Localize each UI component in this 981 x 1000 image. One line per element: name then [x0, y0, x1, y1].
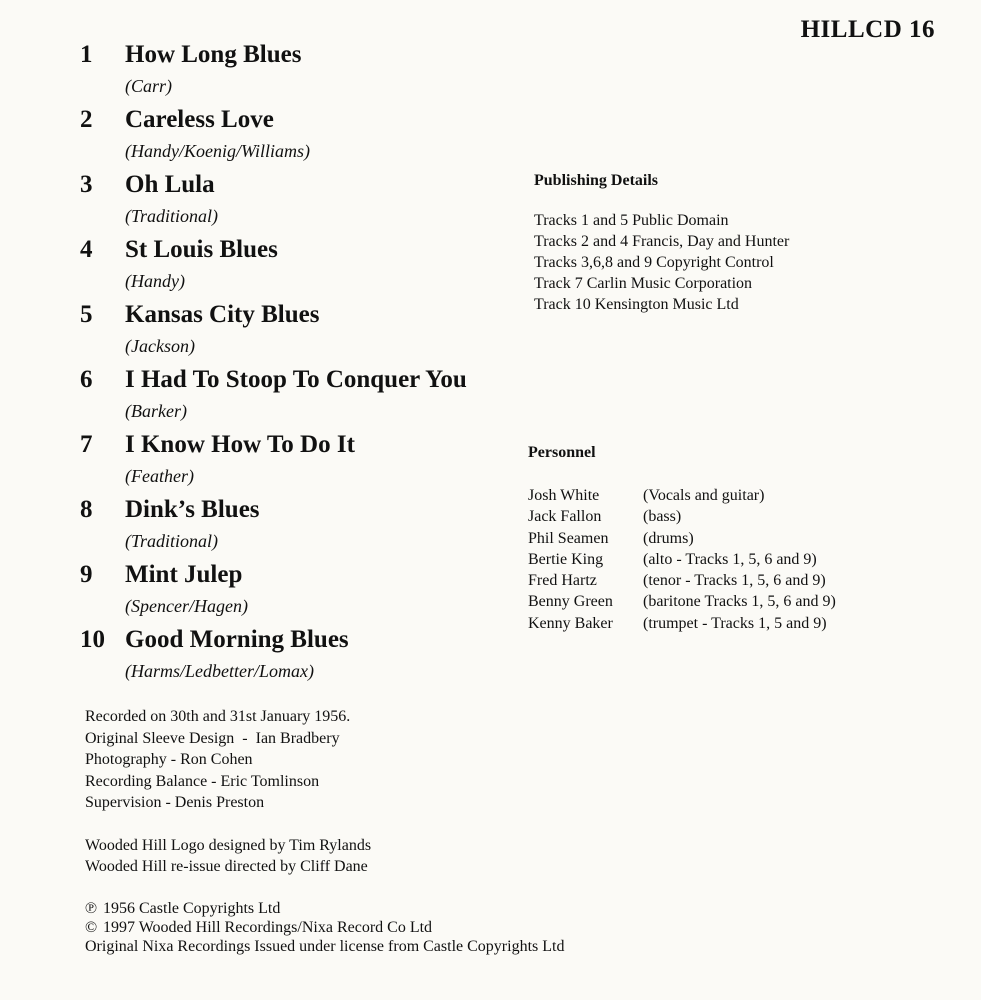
spacer	[85, 878, 564, 899]
track-number: 9	[80, 561, 93, 588]
track-item	[80, 103, 640, 168]
personnel-row	[528, 485, 928, 506]
track-title: Mint Julep	[125, 561, 243, 588]
publishing-line: Tracks 1 and 5 Public Domain	[534, 212, 729, 229]
personnel-name: Bertie King	[528, 550, 604, 568]
copyright-line	[85, 899, 564, 918]
personnel-role: (tenor - Tracks 1, 5, 6 and 9)	[643, 572, 826, 590]
publishing-line: Tracks 2 and 4 Francis, Day and Hunter	[534, 233, 790, 250]
track-number: 5	[80, 301, 93, 328]
personnel-role: (Vocals and guitar)	[643, 487, 765, 504]
track-composer: (Jackson)	[125, 336, 195, 356]
copyright-symbol-icon: ©	[85, 918, 98, 936]
track-title: Oh Lula	[125, 171, 215, 198]
personnel-role: (trumpet - Tracks 1, 5 and 9)	[643, 614, 827, 632]
personnel-name: Josh White	[528, 487, 600, 504]
personnel-section	[528, 442, 928, 634]
copyright-line	[85, 918, 564, 937]
personnel-role: (baritone Tracks 1, 5, 6 and 9)	[643, 593, 836, 611]
personnel-row	[528, 570, 928, 591]
track-composer: (Carr)	[125, 76, 173, 96]
track-composer: (Handy/Koenig/Williams)	[125, 141, 310, 161]
copyright-text: Original Nixa Recordings Issued under license from Castle Copyrights Ltd	[85, 937, 565, 955]
track-composer: (Barker)	[125, 401, 187, 421]
personnel-role: (bass)	[643, 508, 682, 526]
credit-line: Recorded on 30th and 31st January 1956.	[85, 708, 351, 725]
track-title: Dink’s Blues	[125, 496, 260, 523]
track-title: I Know How To Do It	[125, 431, 355, 458]
track-number: 8	[80, 496, 93, 523]
credit-line: Wooded Hill Logo designed by Tim Rylands	[85, 836, 372, 854]
personnel-row	[528, 528, 928, 549]
credit-line: Original Sleeve Design - Ian Bradbery	[85, 729, 340, 747]
publishing-line: Tracks 3,6,8 and 9 Copyright Control	[534, 254, 774, 271]
spacer	[85, 814, 564, 835]
credits-section	[85, 706, 564, 956]
track-composer: (Harms/Ledbetter/Lomax)	[125, 661, 314, 681]
track-title: Good Morning Blues	[125, 626, 349, 653]
catalog-number: HILLCD 16	[800, 16, 935, 43]
personnel-name: Jack Fallon	[528, 508, 602, 526]
credit-line: Supervision - Denis Preston	[85, 794, 265, 811]
track-number: 3	[80, 171, 93, 198]
personnel-name: Fred Hartz	[528, 572, 597, 590]
personnel-row	[528, 549, 928, 570]
publishing-title: Publishing Details	[534, 172, 659, 189]
personnel-title: Personnel	[528, 444, 596, 461]
track-composer: (Traditional)	[125, 531, 219, 551]
publishing-line: Track 7 Carlin Music Corporation	[534, 275, 753, 292]
personnel-row	[528, 591, 928, 612]
publishing-details	[534, 170, 789, 315]
personnel-name: Phil Seamen	[528, 529, 609, 547]
track-title: How Long Blues	[125, 41, 302, 68]
track-composer: (Traditional)	[125, 206, 219, 226]
phonogram-symbol-icon: ℗	[85, 899, 98, 917]
publishing-lines	[534, 210, 789, 315]
personnel-name: Kenny Baker	[528, 614, 613, 632]
track-title: Kansas City Blues	[125, 301, 320, 328]
personnel-role: (drums)	[643, 529, 694, 547]
track-number: 10	[80, 626, 105, 653]
personnel-list	[528, 485, 928, 634]
track-composer: (Feather)	[125, 466, 194, 486]
track-number: 6	[80, 366, 93, 393]
track-title: Careless Love	[125, 106, 274, 133]
track-item	[80, 363, 640, 428]
track-item	[80, 38, 640, 103]
credit-line: Wooded Hill re-issue directed by Cliff Dane	[85, 858, 368, 875]
track-number: 7	[80, 431, 93, 458]
credit-line: Photography - Ron Cohen	[85, 751, 253, 768]
track-number: 2	[80, 106, 93, 133]
personnel-row	[528, 506, 928, 527]
personnel-name: Benny Green	[528, 593, 613, 611]
track-title: I Had To Stoop To Conquer You	[125, 366, 467, 393]
track-number: 4	[80, 236, 93, 263]
personnel-role: (alto - Tracks 1, 5, 6 and 9)	[643, 550, 817, 568]
track-composer: (Handy)	[125, 271, 185, 291]
track-number: 1	[80, 41, 93, 68]
track-title: St Louis Blues	[125, 236, 278, 263]
copyright-line	[85, 937, 564, 956]
personnel-row	[528, 613, 928, 634]
copyright-text: 1997 Wooded Hill Recordings/Nixa Record Co Ltd	[103, 918, 433, 936]
track-composer: (Spencer/Hagen)	[125, 596, 248, 616]
publishing-line: Track 10 Kensington Music Ltd	[534, 296, 739, 313]
copyright-text: 1956 Castle Copyrights Ltd	[103, 899, 281, 917]
credit-line: Recording Balance - Eric Tomlinson	[85, 772, 320, 790]
